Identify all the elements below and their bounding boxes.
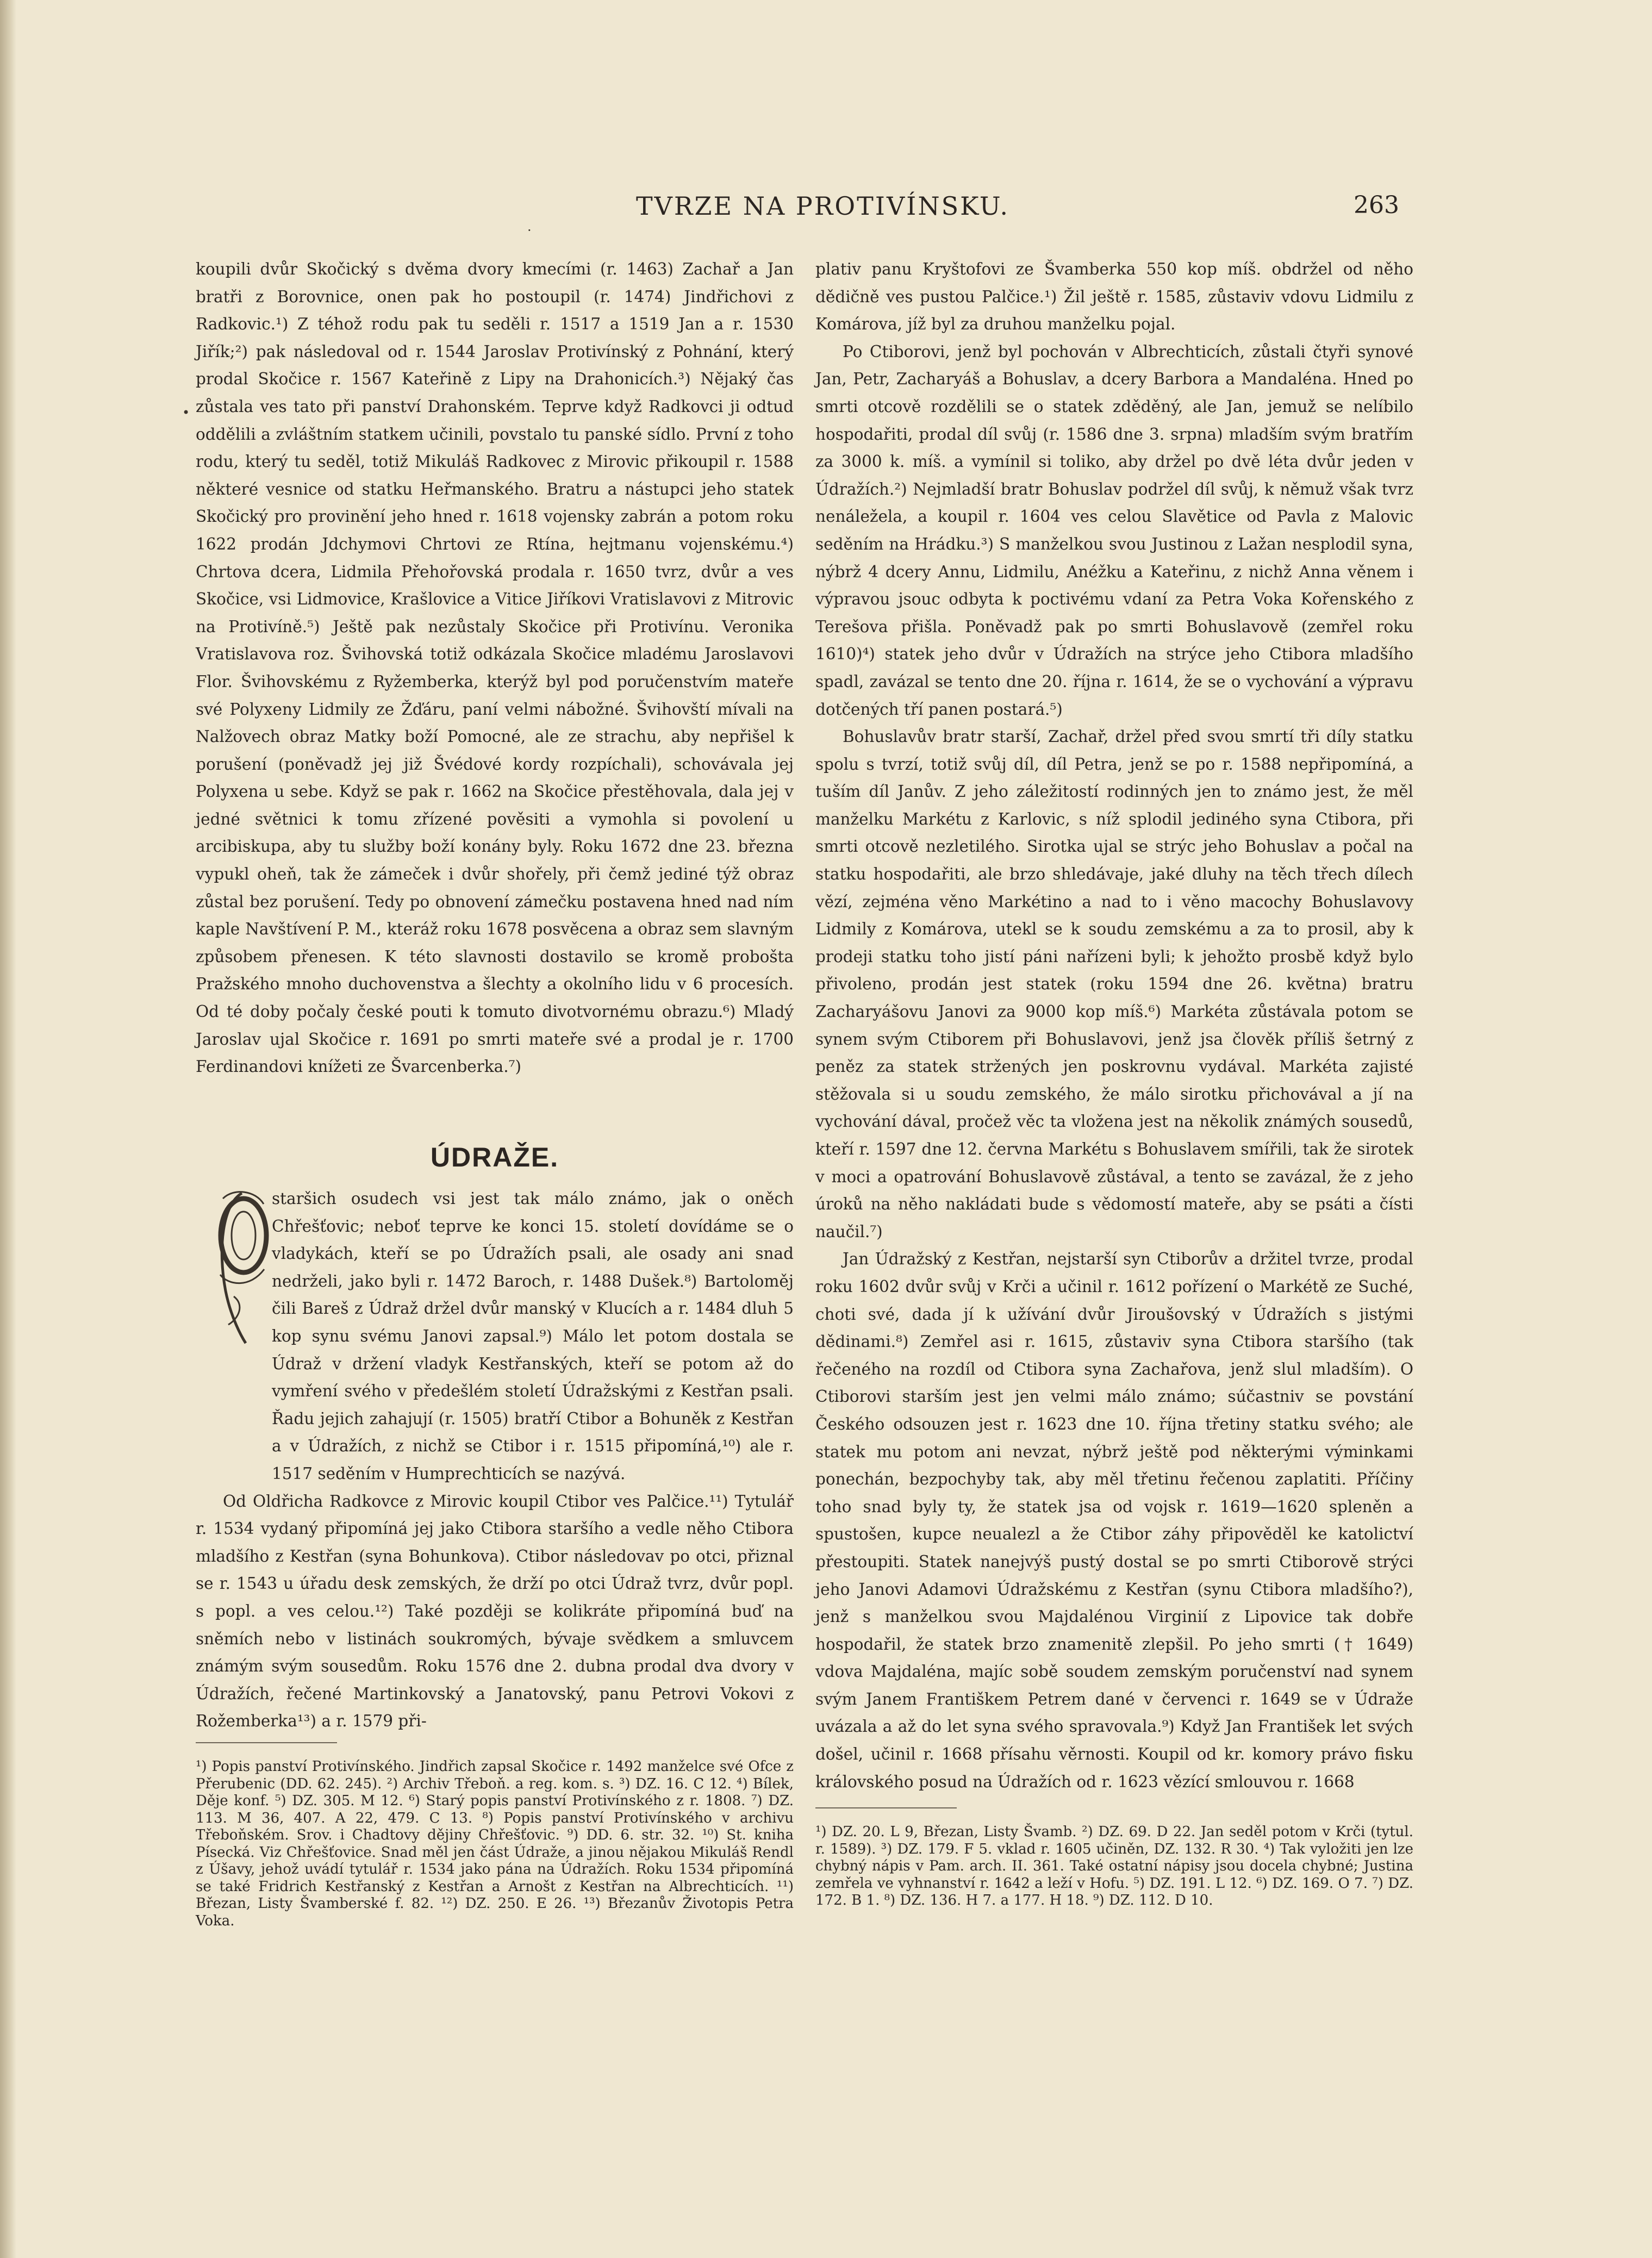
- right-paragraph-3: Bohuslavův bratr starší, Zachař, držel před svou smrtí tři díly statku spolu s tvrzí, totiž svůj díl, díl Petra, jenž se po r. 1588 nepřipomíná, a tuším díl Janův. Z jeho záležitostí rodinných jen to známo jest, že měl manželku Markétu z Karlovic, s níž splodil jediného syna Ctibora, při smrti otcově nezletilého. Sirotka ujal se strýc jeho Bohuslav a počal na statku hospodařiti, ale brzo shledávaje, jaké dluhy na těch třech dílech vězí, zejména věno Markétino a nad to i věno macochy Bohuslavovy Lidmily z Komárova, utekl se k soudu zemskému a za to prosil, aby k prodeji statku toho jistí páni nařízeni byli; k jehožto prosbě když bylo přivoleno, prodán jest statek (roku 1594 dne 26. května) bratru Zacharyášovu Janovi za 9000 kop míš.⁶) Markéta zůstávala potom se synem svým Ctiborem při Bohuslavovi, jenž jsa člověk příliš šetrný z peněz za statek stržených jen poskrovnu vydával. Markéta zajisté stěžovala si u soudu zemského, že málo sirotku přichovával a jí na vychování dával, pročež věc ta vložena jest na několik známých sousedů, kteří r. 1597 dne 12. června Markétu s Bohuslavem smířili, tak že sirotek v moci a opatrování Bohuslavově zůstával, a tento se zavázal, že z jeho úroků na něho nakládati bude s vědomostí mateře, aby se psáti a čísti naučil.⁷): [815, 727, 1413, 1241]
- footnotes-left: ¹) Popis panství Protivínského. Jindřich zapsal Skočice r. 1492 manželce své Ofce z Přerubenic (DD. 62. 245). ²) Archiv Třeboň. a reg. kom. s. ³) DZ. 16. C 12. ⁴) Bílek, Děje konf. ⁵) DZ. 305. M 12. ⁶) Starý popis panství Protivínského z r. 1808. ⁷) DZ. 113. M 36, 407. A 22, 479. C 13. ⁸) Popis panství Protivínského v archivu Třeboňském. Srov. i Chadtovy dějiny Chřešťovic. ⁹) DD. 6. str. 32. ¹⁰) St. kniha Písecká. Viz Chřešťovice. Snad měl jen část Údraže, a jinou nějakou Mikuláš Rendl z Úšavy, jehož uvádí tytulář r. 1534 jako pána na Údražích. Roku 1534 připomíná se také Fridrich Kestřanský z Kestřan a Arnošt z Kestřan na Albrechticích. ¹¹) Březan, Listy Švamberské f. 82. ¹²) DZ. 250. E 26. ¹³) Březanův Životopis Petra Voka.: [196, 1758, 794, 1929]
- section-paragraph-1: staršich osudech vsi jest tak málo známo, jak o oněch Chřešťovic; neboť teprve ke konci 15. století dovídáme se o vladykách, kteří se po Údražích psali, ale osady ani snad nedrželi, jako byli r. 1472 Baroch, r. 1488 Dušek.⁸) Bartoloměj čili Bareš z Údraž držel dvůr manský v Klucích a r. 1484 dluh 5 kop synu svému Janovi zapsal.⁹) Málo let potom dostala se Údraž v držení vladyk Kestřanských, kteří se potom až do vymření svého v předešlém století Údražskými z Kestřan psali. Řadu jejich zahajují (r. 1505) bratří Ctibor a Bohuněk z Kestřan a v Údražích, z nichž se Ctibor i r. 1515 připomíná,¹⁰) ale r. 1517 seděním v Humprechticích se nazývá.: [272, 1189, 794, 1483]
- right-paragraph-2: Po Ctiborovi, jenž byl pochován v Albrechticích, zůstali čtyři synové Jan, Petr, Zacharyáš a Bohuslav, a dcery Barbora a Mandaléna. Hned po smrti otcově rozdělili se o statek zděděný, ale Jan, jemuž se nelíbilo hospodařiti, prodal díl svůj (r. 1586 dne 3. srpna) mladším svým bratřím za 3000 k. míš. a vymínil si toliko, aby držel po dvě léta dvůr jeden v Údražích.²) Nejmladší bratr Bohuslav podržel díl svůj, k němuž však tvrz nenáležela, a koupil r. 1604 ves celou Slavětice od Pavla z Malovic seděním na Hrádku.³) S manželkou svou Justinou z Lažan nesplodil syna, nýbrž 4 dcery Annu, Lidmilu, Anéžku a Kateřinu, z nichž Anna věnem i výpravou jsouc odbyta k poctivému vdaní za Petra Voka Kořenského z Terešova přišla. Poněvadž pak po smrti Bohuslavově (zemřel roku 1610)⁴) statek jeho dvůr v Údražích na strýce jeho Ctibora mladšího spadl, zavázal se tento dne 20. října r. 1614, že se o vychování a výpravu dotčených tří panen postará.⁵): [815, 342, 1413, 719]
- section-paragraph-2: Od Oldřicha Radkovce z Mirovic koupil Ctibor ves Palčice.¹¹) Tytulář r. 1534 vydaný připomíná jej jako Ctibora staršího a vedle něho Ctibora mladšího z Kestřan (syna Bohunkova). Ctibor následovav po otci, přiznal se r. 1543 u úřadu desk zemských, že drží po otci Údraž tvrz, dvůr popl. s popl. a ves celou.¹²) Také později se kolikráte připomíná buď na sněmích nebo v listinách soukromých, bývaje svědkem a smluvcem známým svým sousedům. Roku 1576 dne 2. dubna prodal dva dvory v Údražích, řečené Martinkovský a Janatovský, panu Petrovi Vokovi z Rožemberka¹³) a r. 1579 při-: [196, 1492, 794, 1731]
- page-number: 263: [1354, 191, 1399, 219]
- footnotes-right: ¹) DZ. 20. L 9, Březan, Listy Švamb. ²) DZ. 69. D 22. Jan seděl potom v Krči (tytul. r. 1589). ³) DZ. 179. F 5. vklad r. 1605 učiněn, DZ. 132. R 30. ⁴) Tak vyložiti jen lze chybný nápis v Pam. arch. II. 361. Také ostatní nápisy jsou docela chybné; Justina zemřela ve vyhnanství r. 1642 a leží v Hofu. ⁵) DZ. 191. L 12. ⁶) DZ. 169. O 7. ⁷) DZ. 172. B 1. ⁸) DZ. 136. H 7. a 177. H 18. ⁹) DZ. 112. D 10.: [815, 1824, 1413, 1908]
- footnote-divider-left: [196, 1742, 337, 1743]
- right-paragraph-1: plativ panu Kryštofovi ze Švamberka 550 kop míš. obdržel od něho dědičně ves pustou Palčice.¹) Žil ještě r. 1585, zůstaviv vdovu Lidmilu z Komárova, jíž byl za druhou manželku pojal.: [815, 260, 1413, 334]
- footnote-divider-right: [815, 1807, 957, 1808]
- speck-mark: ·: [527, 223, 532, 238]
- right-paragraph-4: Jan Údražský z Kestřan, nejstarší syn Ctiborův a držitel tvrze, prodal roku 1602 dvůr svůj v Krči a učinil r. 1612 pořízení o Markétě ze Suché, choti své, dada jí k užívání dvůr Jiroušovský v Údražích s jistými dědinami.⁸) Zemřel asi r. 1615, zůstaviv syna Ctibora staršího (tak řečeného na rozdíl od Ctibora syna Zachařova, jenž slul mladším). O Ctiborovi starším jest jen velmi málo známo; súčastniv se povstání Českého odsouzen jest r. 1623 dne 10. října třetiny statku svého; ale statek mu potom ani nevzat, nýbrž ještě pod některými výminkami ponechán, bezpochyby tak, aby měl třetinu řečenou zaplatiti. Příčiny toho snad byly ty, že statek jsa od vojsk r. 1619—1620 spleněn a spustošen, kupce neualezl a že Ctibor záhy připověděl ke katolictví přestoupiti. Statek nanejvýš pustý dostal se po smrti Ctiborově strýci jeho Janovi Adamovi Údražskému z Kestřan (synu Ctibora mladšího?), jenž s manželkou svou Majdalénou Virginií z Lipovice tak dobře hospodařil, že statek brzo znamenitě zlepšil. Po jeho smrti († 1649) vdova Majdaléna, majíc sobě soudem zemským poručenství nad synem svým Janem Františkem Petrem dané v červenci r. 1649 se v Údraže uvázala a až do let syna svého spravovala.⁹) Když Jan František let svých došel, učinil r. 1668 přísahu věrnosti. Koupil od kr. komory právo fisku královského posud na Údražích od r. 1623 vězící smlouvou r. 1668: [815, 1250, 1413, 1791]
- book-spine-shadow: [0, 0, 16, 2258]
- left-paragraph: koupili dvůr Skočický s dvěma dvory kmecími (r. 1463) Zachař a Jan bratři z Borovnice, onen pak ho postoupil (r. 1474) Jindřichovi z Radkovic.¹) Z téhož rodu pak tu seděli r. 1517 a 1519 Jan a r. 1530 Jiřík;²) pak následoval od r. 1544 Jaroslav Protivínský z Pohnání, který prodal Skočice r. 1567 Kateřině z Lipy na Drahonicích.³) Nějaký čas zůstala ves tato při panství Drahonském. Teprve když Radkovci ji odtud oddělili a zvláštním statkem učinili, povstalo tu panské sídlo. První z toho rodu, který tu seděl, totiž Mikuláš Radkovec z Mirovic přikoupil r. 1588 některé vesnice od statku Heřmanského. Bratru a nástupci jeho statek Skočický pro provinění jeho hned r. 1618 vojensky zabrán a potom roku 1622 prodán Jdchymovi Chrtovi ze Rtína, hejtmanu vojenskému.⁴) Chrtova dcera, Lidmila Přehořovská prodala r. 1650 tvrz, dvůr a ves Skočice, vsi Lidmovice, Krašlovice a Vitice Jiříkovi Vratislavovi z Mitrovic na Protivíně.⁵) Ještě pak nezůstaly Skočice při Protivínu. Veronika Vratislavova roz. Švihovská totiž odkázala Skočice mladému Jaroslavovi Flor. Švihovskému z Ryžemberka, kterýž byl pod poručenstvím mateře své Polyxeny Lidmily ze Žďáru, paní velmi nábožné. Švihovští mívali na Nalžovech obraz Matky boží Pomocné, ale ze strachu, aby nepřišel k porušení (poněvadž jej již Švédové kordy rozpíchali), schovávala jej Polyxena u sebe. Když se pak r. 1662 na Skočice přestěhovala, dala jej v jedné světnici k tomu zřízené pověsiti a vymohla si povolení u arcibiskupa, aby tu služby boží konány byly. Roku 1672 dne 23. března vypukl oheň, tak že zámeček i dvůr shořely, při čemž jediné týž obraz zůstal bez porušení. Tedy po obnovení zámečku postavena hned nad ním kaple Navštívení P. M., kteráž roku 1678 posvěcena a obraz sem slavným způsobem přenesen. K této slavnosti dostavilo se kromě probošta Pražského mnoho duchovenstva a šlechty a okolního lidu v 6 procesích. Od té doby počaly české pouti k tomuto divotvornému obrazu.⁶) Mladý Jaroslav ujal Skočice r. 1691 po smrti mateře své a prodal je r. 1700 Ferdinandovi knížeti ze Švarcenberka.⁷): [196, 260, 794, 1076]
- page-header: [196, 191, 1399, 224]
- left-column: [196, 255, 794, 1081]
- margin-dot: •: [182, 405, 190, 420]
- section-title: ÚDRAŽE.: [430, 1142, 559, 1172]
- right-column: [815, 255, 1413, 1795]
- running-title: TVRZE NA PROTIVÍNSKU.: [636, 191, 1009, 221]
- section-body: [196, 1185, 794, 1735]
